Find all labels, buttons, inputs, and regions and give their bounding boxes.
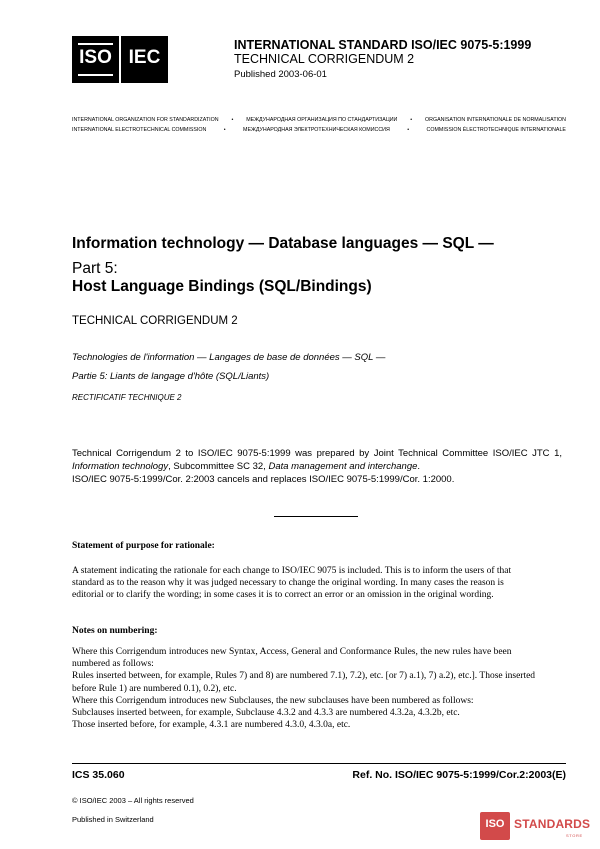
- notes-body: [72, 646, 542, 731]
- org-iso-ru: МЕЖДУНАРОДНАЯ ОРГАНИЗАЦИЯ ПО СТАНДАРТИЗАЦИИ: [246, 117, 398, 123]
- iso-logo-stripe-bottom: [78, 74, 113, 76]
- organizations-row-2: [72, 127, 566, 133]
- copyright-notice: © ISO/IEC 2003 – All rights reserved: [72, 796, 194, 805]
- intro-sentence-1: [72, 447, 562, 473]
- notes-line: Rules inserted between, for example, Rules 7) and 8) are numbered 7.1), 7.2), etc. [or 7) a.1), 7) a.2), etc.]. Those inserted before Rule 1) are numbered 0.1), 0.2), etc.: [72, 671, 536, 694]
- intro-text: .: [417, 461, 421, 472]
- iso-logo-stripe-top: [78, 43, 113, 45]
- intro-committee-name: Information technology: [72, 461, 169, 472]
- french-corrigendum-label: RECTIFICATIF TECHNIQUE 2: [72, 393, 182, 402]
- french-title: Technologies de l'information — Langages de base de données — SQL —: [72, 352, 386, 363]
- standard-number: INTERNATIONAL STANDARD ISO/IEC 9075-5:1999: [234, 38, 532, 52]
- section-divider: [274, 516, 358, 517]
- store-standards-text: STANDARDS: [514, 817, 591, 831]
- organizations-row-1: [72, 117, 566, 123]
- org-separator: •: [231, 117, 234, 123]
- org-iec-ru: МЕЖДУНАРОДНАЯ ЭЛЕКТРОТЕХНИЧЕСКАЯ КОМИССИЯ: [243, 127, 390, 133]
- iec-logo: [121, 36, 168, 83]
- notes-line: Those inserted before, for example, 4.3.1 are numbered 4.3.0, 4.3.0a, etc.: [72, 720, 351, 731]
- part-label: Part 5:: [72, 260, 118, 277]
- purpose-text: A statement indicating the rationale for each change to ISO/IEC 9075 is included. This is to inform the users of that standard as to the reason why it was judged necessary to change the original wording. In many cases the reason is editorial or to clarify the wording; in some cases it is to correct an error or an omission in the original wording.: [72, 566, 512, 601]
- intro-subcommittee-name: Data management and interchange: [268, 461, 418, 472]
- org-iso-fr: ORGANISATION INTERNATIONALE DE NORMALISATION: [425, 117, 566, 123]
- part-title: Host Language Bindings (SQL/Bindings): [72, 278, 372, 295]
- org-iec-fr: COMMISSION ÉLECTROTECHNIQUE INTERNATIONALE: [426, 127, 566, 133]
- org-iso-en: INTERNATIONAL ORGANIZATION FOR STANDARDIZATION: [72, 117, 219, 123]
- iso-logo: [72, 36, 119, 83]
- footer-rule: [72, 763, 566, 764]
- iso-logo-text: ISO: [79, 47, 112, 68]
- reference-number: Ref. No. ISO/IEC 9075-5:1999/Cor.2:2003(E): [352, 769, 566, 781]
- intro-text: Technical Corrigendum 2 to ISO/IEC 9075-5:1999 was prepared by Joint Technical Committee ISO/IEC JTC 1,: [72, 448, 562, 459]
- published-in: Published in Switzerland: [72, 815, 154, 824]
- document-title: Information technology — Database languages — SQL —: [72, 235, 494, 252]
- notes-line: Where this Corrigendum introduces new Subclauses, the new subclauses have been numbered as follows:: [72, 695, 474, 706]
- iec-logo-text: IEC: [128, 47, 161, 68]
- notes-heading: Notes on numbering:: [72, 626, 158, 636]
- purpose-heading: Statement of purpose for rationale:: [72, 541, 215, 551]
- org-separator: •: [410, 117, 413, 123]
- ics-code: ICS 35.060: [72, 769, 125, 781]
- store-small-text: STORE: [566, 833, 583, 838]
- technical-corrigendum-label: TECHNICAL CORRIGENDUM 2: [72, 315, 238, 327]
- intro-text: , Subcommittee SC 32,: [168, 461, 269, 472]
- french-part-title: Partie 5: Liants de langage d'hôte (SQL/Liants): [72, 371, 270, 382]
- org-separator: •: [223, 127, 226, 133]
- store-iso-badge: [480, 812, 510, 840]
- intro-sentence-2: ISO/IEC 9075-5:1999/Cor. 2:2003 cancels and replaces ISO/IEC 9075-5:1999/Cor. 1:2000.: [72, 474, 455, 485]
- intro-paragraph: [72, 447, 562, 486]
- store-iso-text: ISO: [485, 818, 505, 830]
- corrigendum-label: TECHNICAL CORRIGENDUM 2: [234, 52, 415, 66]
- notes-line: Subclauses inserted between, for example, Subclause 4.3.2 and 4.3.3 are numbered 4.3.2a, 4.3.2b, etc.: [72, 708, 460, 719]
- org-iec-en: INTERNATIONAL ELECTROTECHNICAL COMMISSION: [72, 127, 207, 133]
- notes-line: Where this Corrigendum introduces new Syntax, Access, General and Conformance Rules, the new rules have been numbered as follows:: [72, 647, 512, 670]
- iso-standards-store-logo: [480, 812, 594, 840]
- org-separator: •: [407, 127, 410, 133]
- publication-date: Published 2003-06-01: [234, 69, 327, 80]
